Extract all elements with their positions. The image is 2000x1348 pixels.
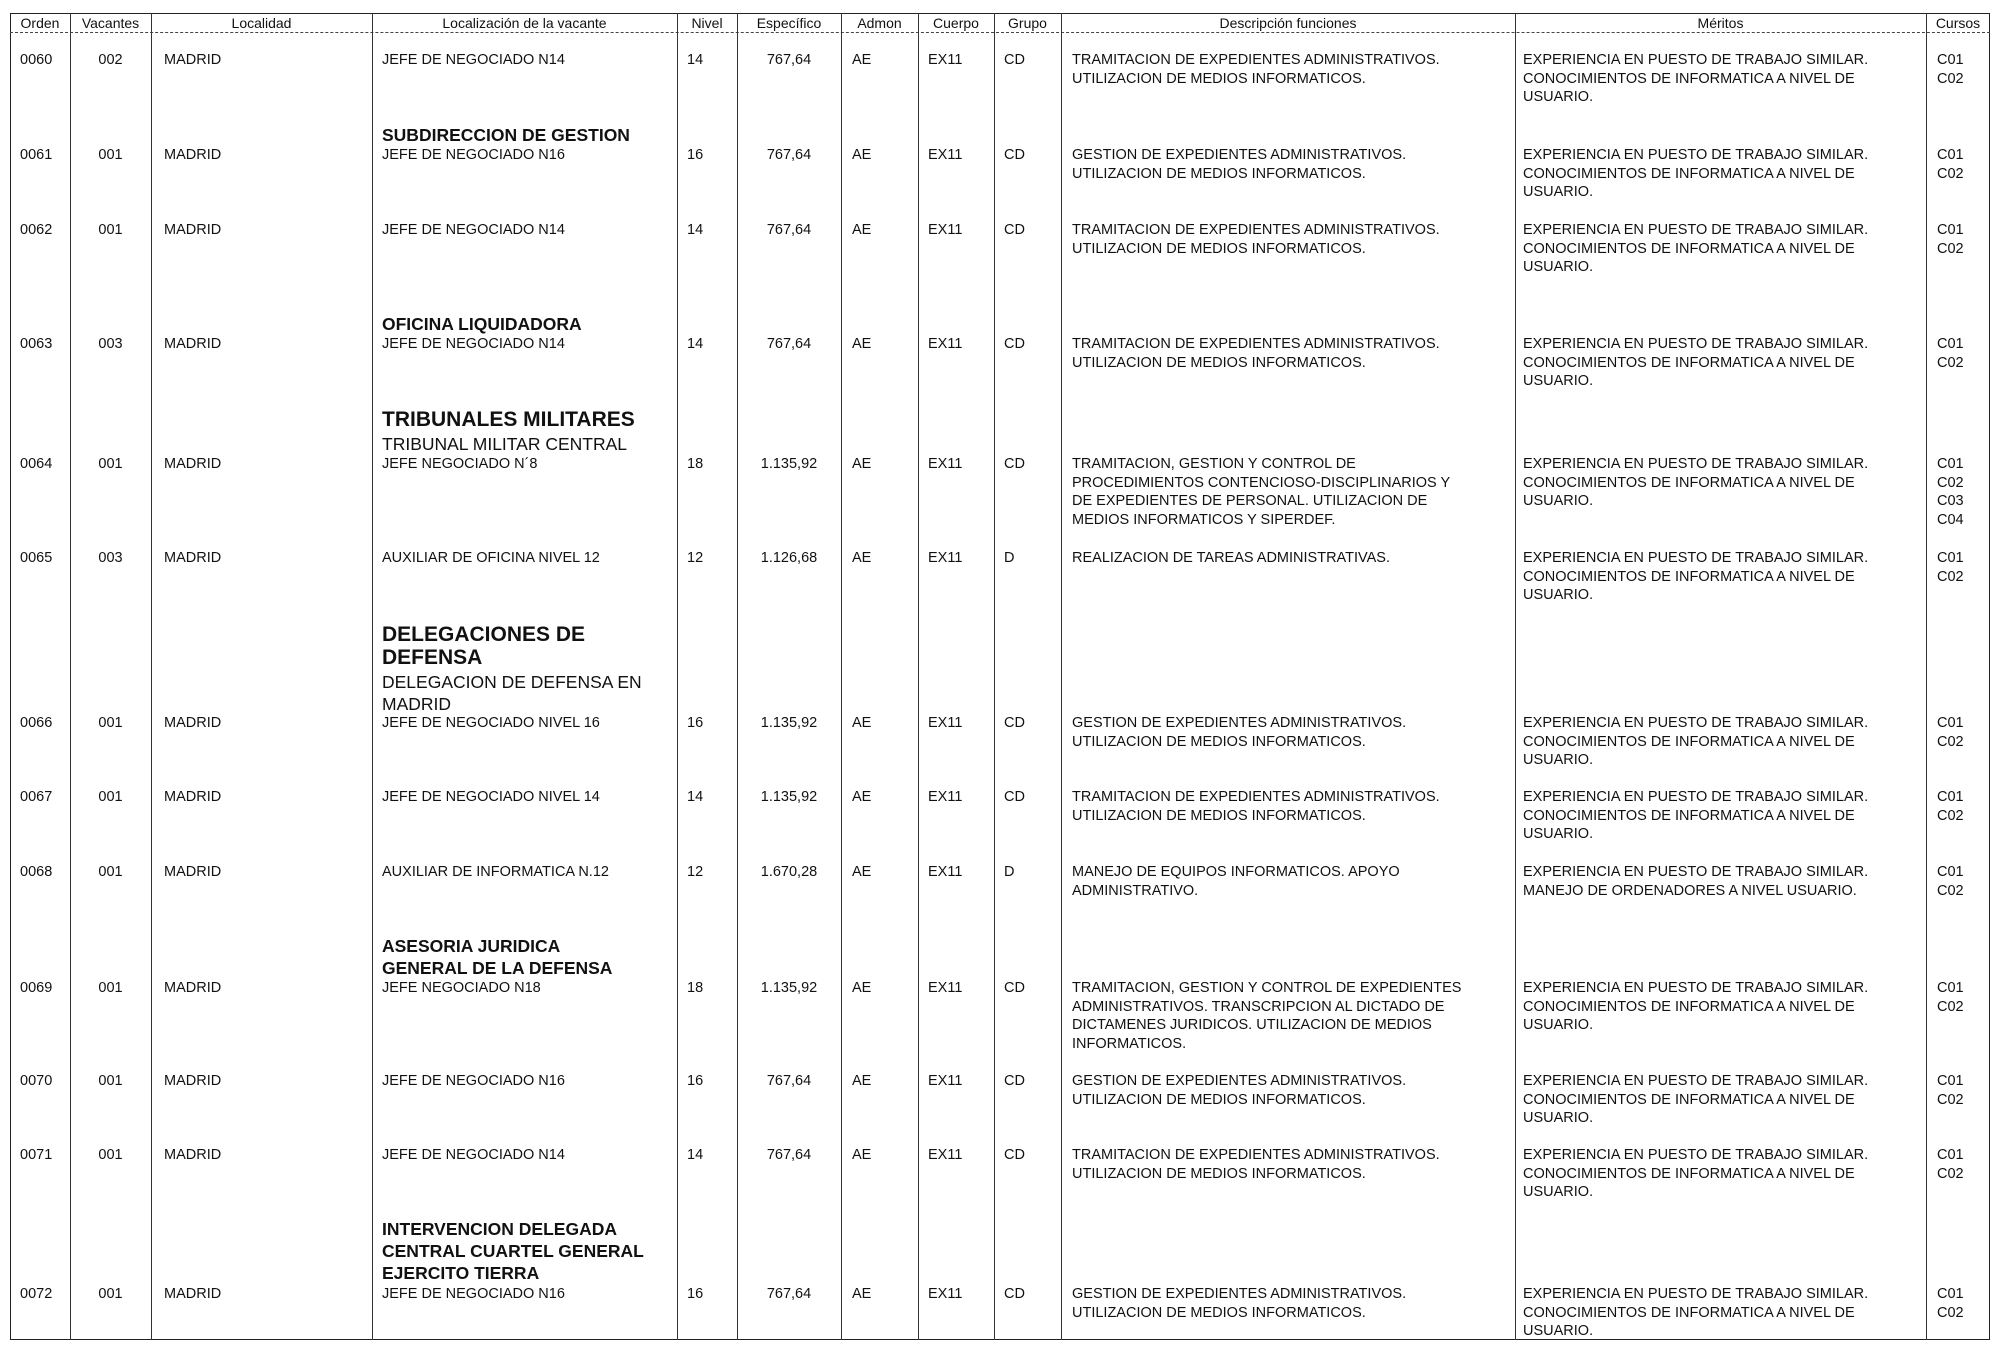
section-heading: CENTRAL CUARTEL GENERAL xyxy=(382,1241,644,1261)
column-header: Localización de la vacante xyxy=(442,15,607,31)
admon-cell: AE xyxy=(852,980,872,996)
vacancies-table xyxy=(10,13,1990,1340)
vacantes-cell: 003 xyxy=(98,550,123,566)
column-divider xyxy=(918,13,919,1340)
admon-cell: AE xyxy=(852,789,872,805)
column-header: Orden xyxy=(20,15,60,31)
cursos-cell: C01 C02 xyxy=(1937,222,1964,257)
puesto-cell: JEFE DE NEGOCIADO NIVEL 14 xyxy=(382,789,600,805)
nivel-cell: 16 xyxy=(687,147,704,163)
section-heading: GENERAL DE LA DEFENSA xyxy=(382,958,613,978)
localidad-cell: MADRID xyxy=(164,222,222,238)
vacantes-cell: 001 xyxy=(98,789,123,805)
grupo-cell: CD xyxy=(1004,1073,1025,1089)
nivel-cell: 16 xyxy=(687,1286,704,1302)
column-header: Cuerpo xyxy=(933,15,979,31)
grupo-cell: CD xyxy=(1004,1147,1025,1163)
meritos-cell: EXPERIENCIA EN PUESTO DE TRABAJO SIMILAR. CONOCIMIENTOS DE INFORMATICA A NIVEL DE USUARIO. xyxy=(1523,980,1869,1033)
nivel-cell: 12 xyxy=(687,550,704,566)
meritos-cell: EXPERIENCIA EN PUESTO DE TRABAJO SIMILAR. CONOCIMIENTOS DE INFORMATICA A NIVEL DE USUARIO. xyxy=(1523,336,1869,389)
orden-cell: 0067 xyxy=(20,789,53,805)
column-divider xyxy=(1515,13,1516,1340)
cursos-cell: C01 C02 xyxy=(1937,1286,1964,1321)
localidad-cell: MADRID xyxy=(164,147,222,163)
vacantes-cell: 001 xyxy=(98,456,123,472)
section-heading: DEFENSA xyxy=(382,646,483,669)
meritos-cell: EXPERIENCIA EN PUESTO DE TRABAJO SIMILAR. CONOCIMIENTOS DE INFORMATICA A NIVEL DE USUARIO. xyxy=(1523,52,1869,105)
section-heading: TRIBUNALES MILITARES xyxy=(382,408,635,431)
meritos-cell: EXPERIENCIA EN PUESTO DE TRABAJO SIMILAR. CONOCIMIENTOS DE INFORMATICA A NIVEL DE USUARIO. xyxy=(1523,222,1869,275)
meritos-cell: EXPERIENCIA EN PUESTO DE TRABAJO SIMILAR. CONOCIMIENTOS DE INFORMATICA A NIVEL DE USUARIO. xyxy=(1523,789,1869,842)
descripcion-cell: TRAMITACION DE EXPEDIENTES ADMINISTRATIVOS. UTILIZACION DE MEDIOS INFORMATICOS. xyxy=(1072,52,1440,87)
admon-cell: AE xyxy=(852,52,872,68)
vacantes-cell: 001 xyxy=(98,1147,123,1163)
cursos-cell: C01 C02 xyxy=(1937,864,1964,899)
admon-cell: AE xyxy=(852,456,872,472)
admon-cell: AE xyxy=(852,550,872,566)
puesto-cell: JEFE DE NEGOCIADO N14 xyxy=(382,222,565,238)
cursos-cell: C01 C02 xyxy=(1937,1073,1964,1108)
especifico-cell: 767,64 xyxy=(766,1073,812,1089)
puesto-cell: JEFE NEGOCIADO N´8 xyxy=(382,456,538,472)
grupo-cell: CD xyxy=(1004,222,1025,238)
descripcion-cell: MANEJO DE EQUIPOS INFORMATICOS. APOYO ADMINISTRATIVO. xyxy=(1072,864,1400,899)
header-divider xyxy=(10,32,1990,33)
admon-cell: AE xyxy=(852,1073,872,1089)
cuerpo-cell: EX11 xyxy=(928,980,963,996)
especifico-cell: 1.126,68 xyxy=(760,550,818,566)
grupo-cell: CD xyxy=(1004,789,1025,805)
nivel-cell: 16 xyxy=(687,1073,704,1089)
orden-cell: 0070 xyxy=(20,1073,53,1089)
nivel-cell: 14 xyxy=(687,789,704,805)
nivel-cell: 16 xyxy=(687,715,704,731)
cursos-cell: C01 C02 xyxy=(1937,147,1964,182)
section-heading: TRIBUNAL MILITAR CENTRAL xyxy=(382,434,628,454)
localidad-cell: MADRID xyxy=(164,789,222,805)
grupo-cell: CD xyxy=(1004,715,1025,731)
descripcion-cell: TRAMITACION, GESTION Y CONTROL DE EXPEDIENTES ADMINISTRATIVOS. TRANSCRIPCION AL DICTADO DE DICTAMENES JURIDICOS. UTILIZACION DE MEDIOS INFORMATICOS. xyxy=(1072,980,1462,1052)
nivel-cell: 18 xyxy=(687,456,704,472)
descripcion-cell: TRAMITACION, GESTION Y CONTROL DE PROCEDIMIENTOS CONTENCIOSO-DISCIPLINARIOS Y DE EXPEDIENTES DE PERSONAL. UTILIZACION DE MEDIOS INFORMATICOS Y SIPERDEF. xyxy=(1072,456,1451,528)
admon-cell: AE xyxy=(852,1286,872,1302)
puesto-cell: JEFE DE NEGOCIADO NIVEL 16 xyxy=(382,715,600,731)
cursos-cell: C01 C02 xyxy=(1937,789,1964,824)
especifico-cell: 1.135,92 xyxy=(760,715,818,731)
cuerpo-cell: EX11 xyxy=(928,1147,963,1163)
localidad-cell: MADRID xyxy=(164,1286,222,1302)
column-header: Admon xyxy=(857,15,902,31)
descripcion-cell: TRAMITACION DE EXPEDIENTES ADMINISTRATIVOS. UTILIZACION DE MEDIOS INFORMATICOS. xyxy=(1072,1147,1440,1182)
grupo-cell: CD xyxy=(1004,980,1025,996)
cursos-cell: C01 C02 xyxy=(1937,1147,1964,1182)
descripcion-cell: REALIZACION DE TAREAS ADMINISTRATIVAS. xyxy=(1072,550,1390,566)
nivel-cell: 12 xyxy=(687,864,704,880)
grupo-cell: CD xyxy=(1004,52,1025,68)
section-heading: MADRID xyxy=(382,694,452,714)
orden-cell: 0066 xyxy=(20,715,53,731)
meritos-cell: EXPERIENCIA EN PUESTO DE TRABAJO SIMILAR. CONOCIMIENTOS DE INFORMATICA A NIVEL DE USUARIO. xyxy=(1523,456,1869,509)
section-heading: OFICINA LIQUIDADORA xyxy=(382,314,582,334)
especifico-cell: 767,64 xyxy=(766,1286,812,1302)
descripcion-cell: GESTION DE EXPEDIENTES ADMINISTRATIVOS. UTILIZACION DE MEDIOS INFORMATICOS. xyxy=(1072,715,1407,750)
grupo-cell: CD xyxy=(1004,1286,1025,1302)
column-header: Descripción funciones xyxy=(1219,15,1357,31)
column-divider xyxy=(1926,13,1927,1340)
meritos-cell: EXPERIENCIA EN PUESTO DE TRABAJO SIMILAR. CONOCIMIENTOS DE INFORMATICA A NIVEL DE USUARIO. xyxy=(1523,1286,1869,1339)
column-header: Específico xyxy=(756,15,822,31)
localidad-cell: MADRID xyxy=(164,52,222,68)
orden-cell: 0072 xyxy=(20,1286,53,1302)
localidad-cell: MADRID xyxy=(164,715,222,731)
descripcion-cell: TRAMITACION DE EXPEDIENTES ADMINISTRATIVOS. UTILIZACION DE MEDIOS INFORMATICOS. xyxy=(1072,336,1440,371)
column-divider xyxy=(841,13,842,1340)
descripcion-cell: GESTION DE EXPEDIENTES ADMINISTRATIVOS. UTILIZACION DE MEDIOS INFORMATICOS. xyxy=(1072,147,1407,182)
especifico-cell: 767,64 xyxy=(766,52,812,68)
grupo-cell: CD xyxy=(1004,336,1025,352)
localidad-cell: MADRID xyxy=(164,980,222,996)
cursos-cell: C01 C02 xyxy=(1937,715,1964,750)
especifico-cell: 767,64 xyxy=(766,222,812,238)
descripcion-cell: GESTION DE EXPEDIENTES ADMINISTRATIVOS. UTILIZACION DE MEDIOS INFORMATICOS. xyxy=(1072,1286,1407,1321)
grupo-cell: CD xyxy=(1004,456,1025,472)
cuerpo-cell: EX11 xyxy=(928,550,963,566)
localidad-cell: MADRID xyxy=(164,336,222,352)
cursos-cell: C01 C02 xyxy=(1937,550,1964,585)
column-header: Vacantes xyxy=(81,15,140,31)
section-heading: DELEGACIONES DE xyxy=(382,623,586,646)
orden-cell: 0071 xyxy=(20,1147,53,1163)
cursos-cell: C01 C02 xyxy=(1937,52,1964,87)
column-divider xyxy=(372,13,373,1340)
section-heading: INTERVENCION DELEGADA xyxy=(382,1219,617,1239)
puesto-cell: JEFE DE NEGOCIADO N16 xyxy=(382,1286,565,1302)
vacantes-cell: 001 xyxy=(98,715,123,731)
especifico-cell: 767,64 xyxy=(766,147,812,163)
puesto-cell: AUXILIAR DE INFORMATICA N.12 xyxy=(382,864,609,880)
cuerpo-cell: EX11 xyxy=(928,864,963,880)
descripcion-cell: TRAMITACION DE EXPEDIENTES ADMINISTRATIVOS. UTILIZACION DE MEDIOS INFORMATICOS. xyxy=(1072,789,1440,824)
admon-cell: AE xyxy=(852,715,872,731)
localidad-cell: MADRID xyxy=(164,1073,222,1089)
puesto-cell: AUXILIAR DE OFICINA NIVEL 12 xyxy=(382,550,600,566)
admon-cell: AE xyxy=(852,1147,872,1163)
nivel-cell: 14 xyxy=(687,222,704,238)
column-divider xyxy=(677,13,678,1340)
cuerpo-cell: EX11 xyxy=(928,1073,963,1089)
column-divider xyxy=(1061,13,1062,1340)
cursos-cell: C01 C02 C03 C04 xyxy=(1937,456,1964,528)
orden-cell: 0065 xyxy=(20,550,53,566)
especifico-cell: 767,64 xyxy=(766,336,812,352)
cursos-cell: C01 C02 xyxy=(1937,980,1964,1015)
grupo-cell: D xyxy=(1004,864,1015,880)
localidad-cell: MADRID xyxy=(164,456,222,472)
meritos-cell: EXPERIENCIA EN PUESTO DE TRABAJO SIMILAR. CONOCIMIENTOS DE INFORMATICA A NIVEL DE USUARIO. xyxy=(1523,550,1869,603)
orden-cell: 0064 xyxy=(20,456,53,472)
orden-cell: 0063 xyxy=(20,336,53,352)
especifico-cell: 767,64 xyxy=(766,1147,812,1163)
meritos-cell: EXPERIENCIA EN PUESTO DE TRABAJO SIMILAR. CONOCIMIENTOS DE INFORMATICA A NIVEL DE USUARIO. xyxy=(1523,715,1869,768)
puesto-cell: JEFE DE NEGOCIADO N16 xyxy=(382,1073,565,1089)
admon-cell: AE xyxy=(852,222,872,238)
puesto-cell: JEFE DE NEGOCIADO N16 xyxy=(382,147,565,163)
admon-cell: AE xyxy=(852,147,872,163)
cuerpo-cell: EX11 xyxy=(928,789,963,805)
column-divider xyxy=(737,13,738,1340)
column-header: Localidad xyxy=(231,15,292,31)
puesto-cell: JEFE DE NEGOCIADO N14 xyxy=(382,1147,565,1163)
especifico-cell: 1.135,92 xyxy=(760,456,818,472)
cursos-cell: C01 C02 xyxy=(1937,336,1964,371)
localidad-cell: MADRID xyxy=(164,550,222,566)
vacantes-cell: 001 xyxy=(98,147,123,163)
admon-cell: AE xyxy=(852,336,872,352)
section-heading: ASESORIA JURIDICA xyxy=(382,936,561,956)
section-heading: SUBDIRECCION DE GESTION xyxy=(382,125,630,145)
meritos-cell: EXPERIENCIA EN PUESTO DE TRABAJO SIMILAR. CONOCIMIENTOS DE INFORMATICA A NIVEL DE USUARIO. xyxy=(1523,1147,1869,1200)
column-divider xyxy=(151,13,152,1340)
descripcion-cell: GESTION DE EXPEDIENTES ADMINISTRATIVOS. UTILIZACION DE MEDIOS INFORMATICOS. xyxy=(1072,1073,1407,1108)
column-header: Cursos xyxy=(1935,15,1981,31)
meritos-cell: EXPERIENCIA EN PUESTO DE TRABAJO SIMILAR. CONOCIMIENTOS DE INFORMATICA A NIVEL DE USUARIO. xyxy=(1523,147,1869,200)
section-heading: DELEGACION DE DEFENSA EN xyxy=(382,672,642,692)
vacantes-cell: 001 xyxy=(98,864,123,880)
cuerpo-cell: EX11 xyxy=(928,1286,963,1302)
descripcion-cell: TRAMITACION DE EXPEDIENTES ADMINISTRATIVOS. UTILIZACION DE MEDIOS INFORMATICOS. xyxy=(1072,222,1440,257)
nivel-cell: 18 xyxy=(687,980,704,996)
nivel-cell: 14 xyxy=(687,1147,704,1163)
orden-cell: 0062 xyxy=(20,222,53,238)
nivel-cell: 14 xyxy=(687,336,704,352)
especifico-cell: 1.135,92 xyxy=(760,980,818,996)
puesto-cell: JEFE DE NEGOCIADO N14 xyxy=(382,52,565,68)
meritos-cell: EXPERIENCIA EN PUESTO DE TRABAJO SIMILAR. MANEJO DE ORDENADORES A NIVEL USUARIO. xyxy=(1523,864,1869,899)
vacantes-cell: 001 xyxy=(98,1286,123,1302)
cuerpo-cell: EX11 xyxy=(928,222,963,238)
cuerpo-cell: EX11 xyxy=(928,456,963,472)
orden-cell: 0061 xyxy=(20,147,53,163)
meritos-cell: EXPERIENCIA EN PUESTO DE TRABAJO SIMILAR. CONOCIMIENTOS DE INFORMATICA A NIVEL DE USUARIO. xyxy=(1523,1073,1869,1126)
localidad-cell: MADRID xyxy=(164,1147,222,1163)
admon-cell: AE xyxy=(852,864,872,880)
cuerpo-cell: EX11 xyxy=(928,715,963,731)
cuerpo-cell: EX11 xyxy=(928,52,963,68)
vacantes-cell: 001 xyxy=(98,222,123,238)
vacantes-cell: 001 xyxy=(98,980,123,996)
orden-cell: 0068 xyxy=(20,864,53,880)
column-header: Nivel xyxy=(691,15,723,31)
puesto-cell: JEFE DE NEGOCIADO N14 xyxy=(382,336,565,352)
column-header: Grupo xyxy=(1008,15,1047,31)
section-heading: EJERCITO TIERRA xyxy=(382,1263,540,1283)
localidad-cell: MADRID xyxy=(164,864,222,880)
column-divider xyxy=(994,13,995,1340)
cuerpo-cell: EX11 xyxy=(928,147,963,163)
puesto-cell: JEFE NEGOCIADO N18 xyxy=(382,980,541,996)
vacantes-cell: 001 xyxy=(98,1073,123,1089)
nivel-cell: 14 xyxy=(687,52,704,68)
cuerpo-cell: EX11 xyxy=(928,336,963,352)
vacantes-cell: 002 xyxy=(98,52,123,68)
column-header: Méritos xyxy=(1697,15,1744,31)
orden-cell: 0060 xyxy=(20,52,53,68)
vacantes-cell: 003 xyxy=(98,336,123,352)
column-divider xyxy=(70,13,71,1340)
orden-cell: 0069 xyxy=(20,980,53,996)
especifico-cell: 1.670,28 xyxy=(760,864,818,880)
grupo-cell: CD xyxy=(1004,147,1025,163)
grupo-cell: D xyxy=(1004,550,1015,566)
especifico-cell: 1.135,92 xyxy=(760,789,818,805)
